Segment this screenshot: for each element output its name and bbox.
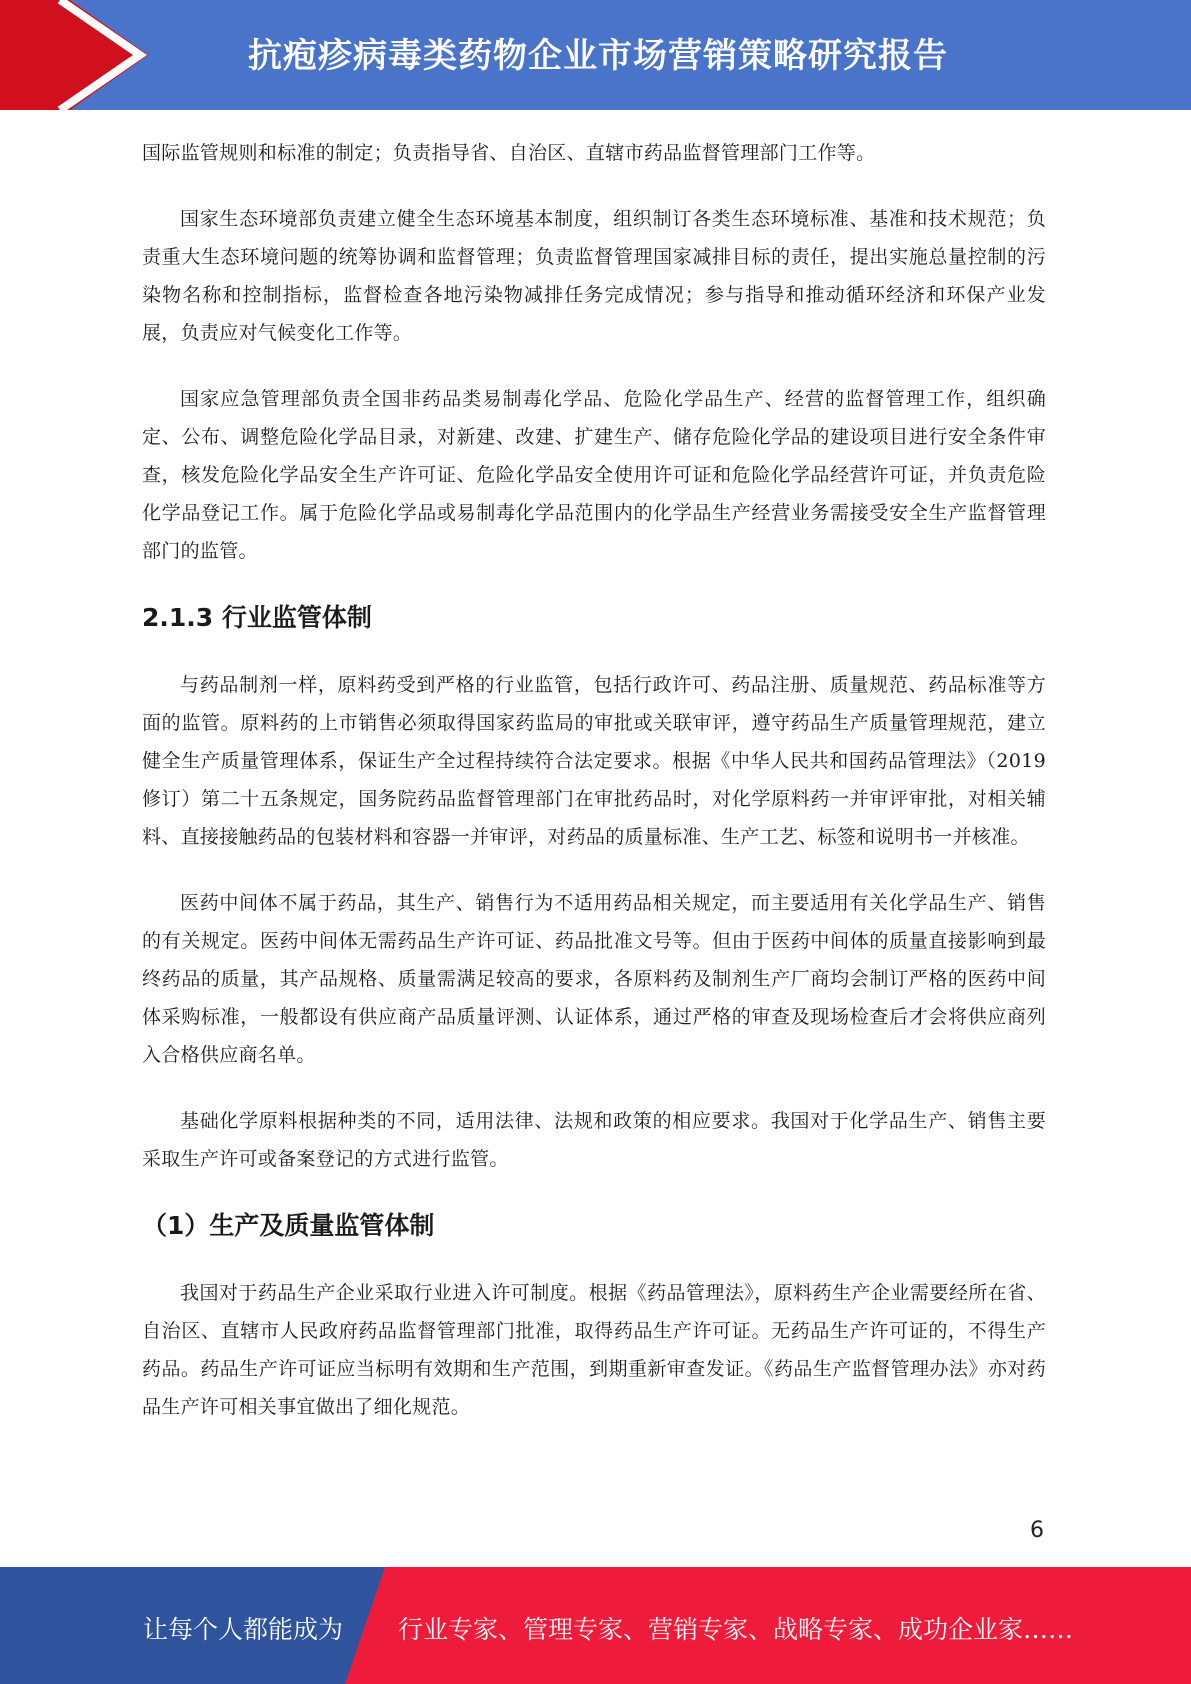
page-body xyxy=(142,134,1046,1454)
report-title: 抗疱疹病毒类药物企业市场营销策略研究报告 xyxy=(248,36,948,76)
page-number: 6 xyxy=(1030,1518,1044,1543)
section-heading: 2.1.3 行业监管体制 xyxy=(142,603,372,632)
body-paragraph: 与药品制剂一样，原料药受到严格的行业监管，包括行政许可、药品注册、质量规范、药品标准等方面的监管。原料药的上市销售必须取得国家药监局的审批或关联审评，遵守药品生产质量管理规范，建立健全生产质量管理体系，保证生产全过程持续符合法定要求。根据《中华人民共和国药品管理法》（2019 修订）第二十五条规定，国务院药品监督管理部门在审批药品时，对化学原料药一并审评审批，对相关辅料、直接接触药品的包装材料和容器一并审评，对药品的质量标准、生产工艺、标签和说明书一并核准。 xyxy=(142,674,1046,848)
page-footer xyxy=(0,1567,1191,1684)
body-paragraph: 基础化学原料根据种类的不同，适用法律、法规和政策的相应要求。我国对于化学品生产、销售主要采取生产许可或备案登记的方式进行监管。 xyxy=(142,1110,1046,1170)
body-paragraph: 国家生态环境部负责建立健全生态环境基本制度，组织制订各类生态环境标准、基准和技术规范；负责重大生态环境问题的统筹协调和监督管理；负责监督管理国家减排目标的责任，提出实施总量控制的污染物名称和控制指标，监督检查各地污染物减排任务完成情况；参与指导和推动循环经济和环保产业发展，负责应对气候变化工作等。 xyxy=(142,208,1046,344)
body-paragraph: 国际监管规则和标准的制定；负责指导省、自治区、直辖市药品监督管理部门工作等。 xyxy=(142,142,876,164)
footer-slogan-right: 行业专家、管理专家、营销专家、战略专家、成功企业家…… xyxy=(398,1615,1074,1644)
body-paragraph: 国家应急管理部负责全国非药品类易制毒化学品、危险化学品生产、经营的监督管理工作，组织确定、公布、调整危险化学品目录，对新建、改建、扩建生产、储存危险化学品的建设项目进行安全条件审查，核发危险化学品安全生产许可证、危险化学品安全使用许可证和危险化学品经营许可证，并负责危险化学品登记工作。属于危险化学品或易制毒化学品范围内的化学品生产经营业务需接受安全生产监督管理部门的监管。 xyxy=(142,388,1046,562)
page-header xyxy=(0,0,1191,110)
footer-slogan-left: 让每个人都能成为 xyxy=(143,1615,344,1644)
body-paragraph: 医药中间体不属于药品，其生产、销售行为不适用药品相关规定，而主要适用有关化学品生产、销售的有关规定。医药中间体无需药品生产许可证、药品批准文号等。但由于医药中间体的质量直接影响到最终药品的质量，其产品规格、质量需满足较高的要求，各原料药及制剂生产厂商均会制订严格的医药中间体采购标准，一般都设有供应商产品质量评测、认证体系，通过严格的审查及现场检查后才会将供应商列入合格供应商名单。 xyxy=(142,892,1046,1066)
body-paragraph: 我国对于药品生产企业采取行业进入许可制度。根据《药品管理法》，原料药生产企业需要经所在省、自治区、直辖市人民政府药品监督管理部门批准，取得药品生产许可证。无药品生产许可证的，不得生产药品。药品生产许可证应当标明有效期和生产范围，到期重新审查发证。《药品生产监督管理办法》亦对药品生产许可相关事宜做出了细化规范。 xyxy=(142,1282,1046,1418)
subsection-heading: （1）生产及质量监管体制 xyxy=(142,1211,435,1240)
header-chevron-decoration xyxy=(0,0,160,110)
